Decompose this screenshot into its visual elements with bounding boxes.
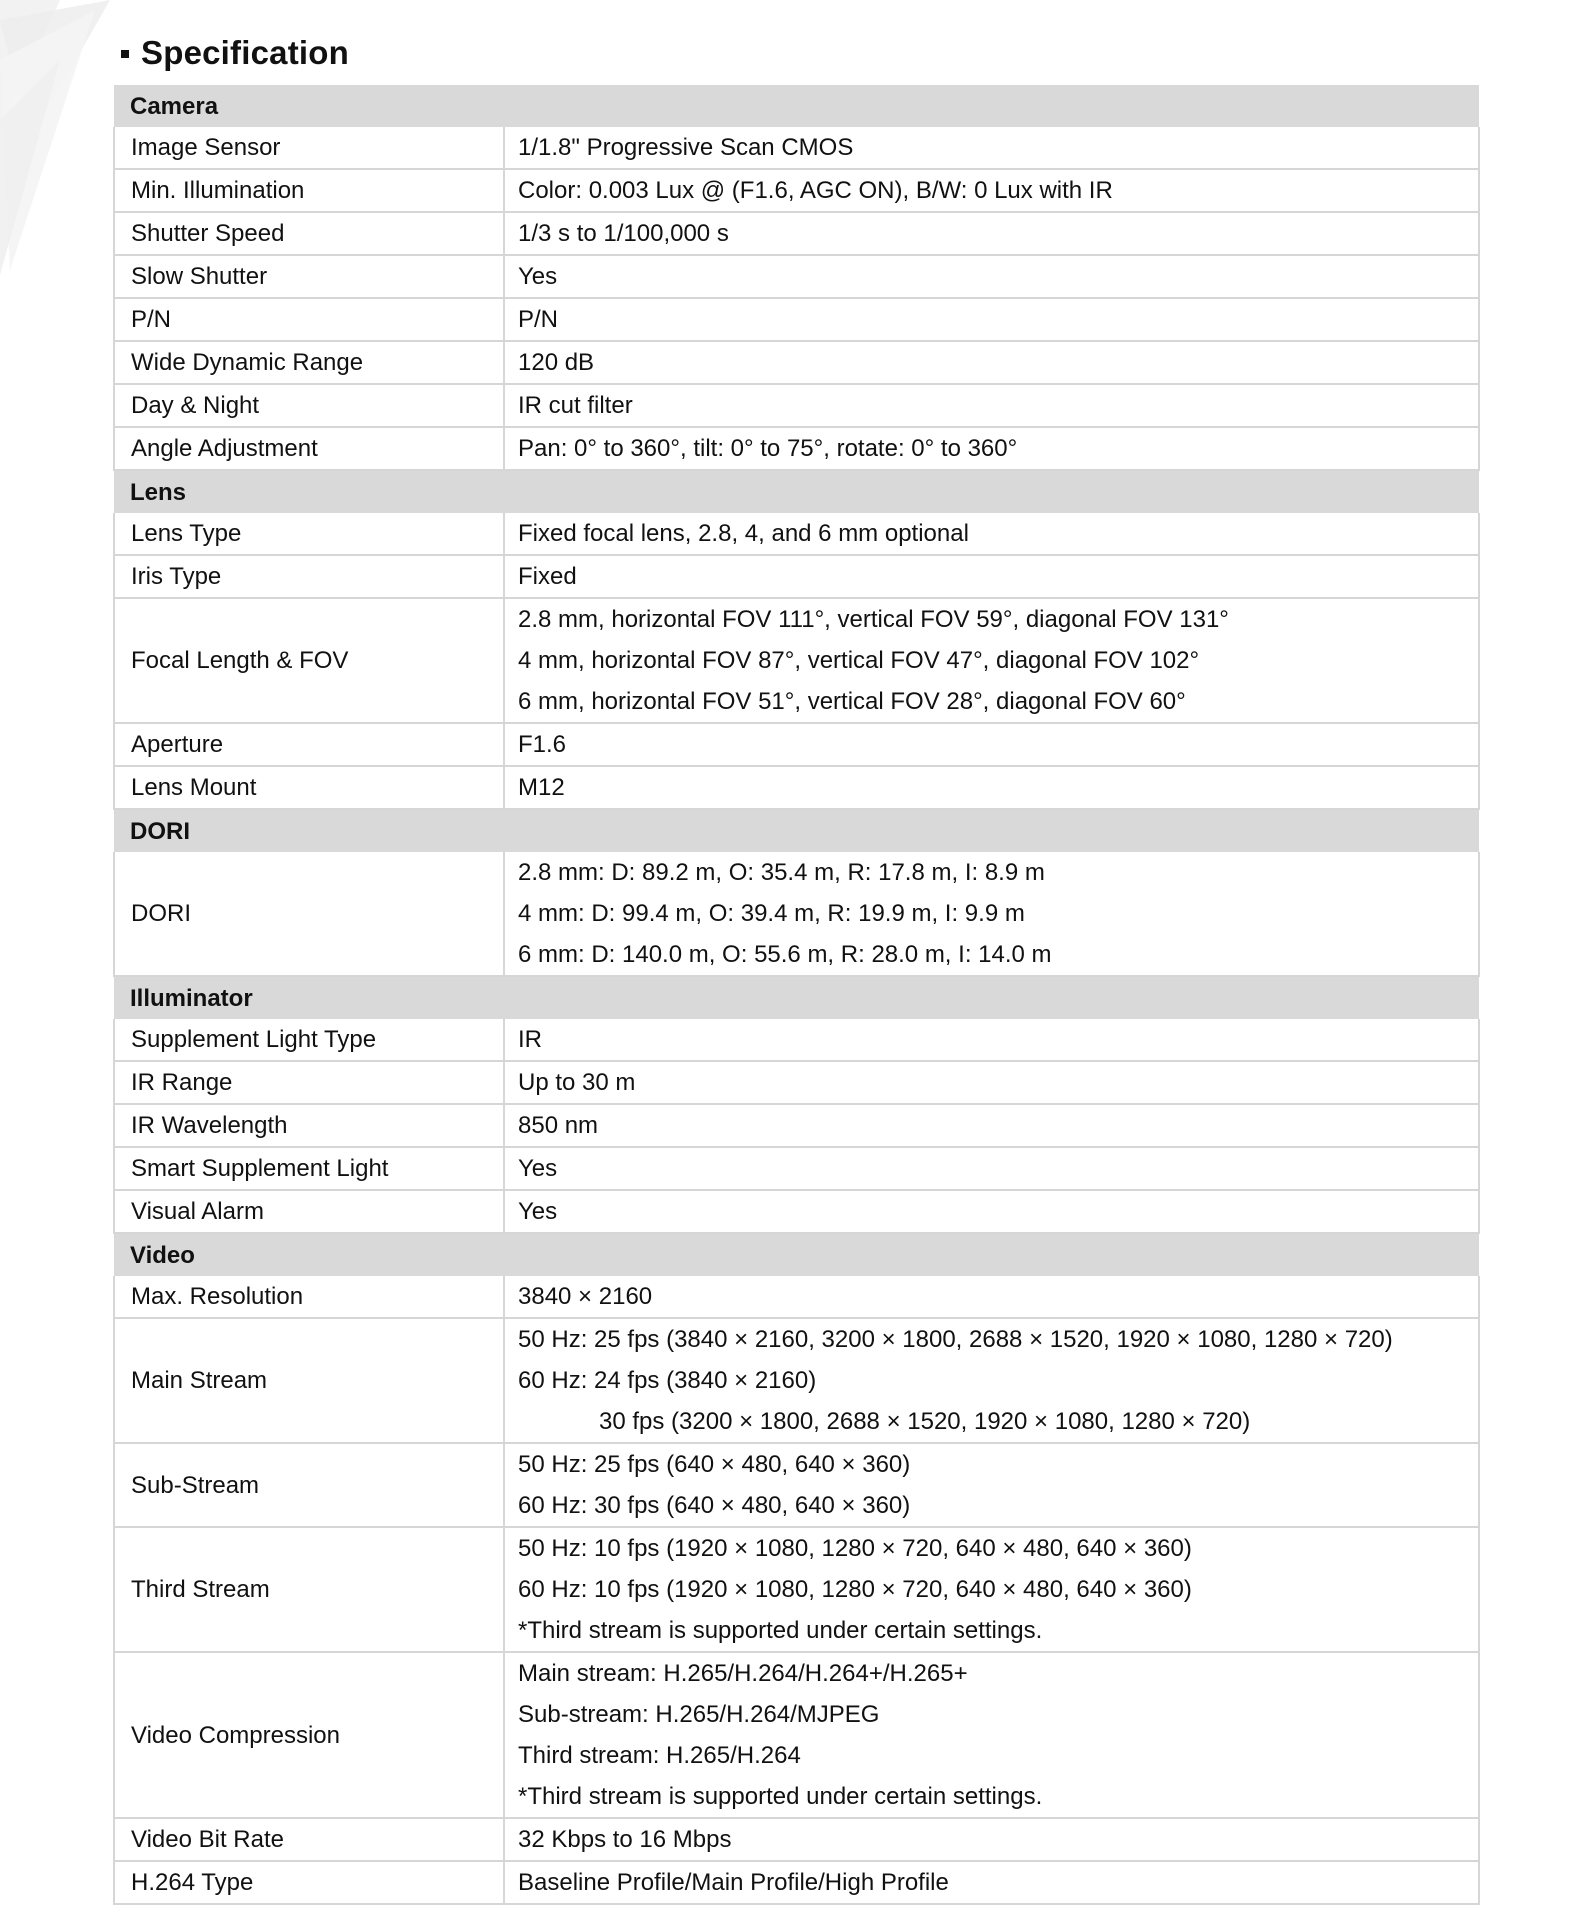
- spec-label: Slow Shutter: [114, 255, 504, 298]
- spec-value: Yes: [504, 1190, 1479, 1233]
- spec-value-line: 2.8 mm: D: 89.2 m, O: 35.4 m, R: 17.8 m, I: 8.9 m: [518, 859, 1045, 886]
- spec-label: Supplement Light Type: [114, 1019, 504, 1061]
- page-title: [121, 28, 349, 78]
- spec-value-line: 6 mm, horizontal FOV 51°, vertical FOV 28°, diagonal FOV 60°: [518, 688, 1186, 715]
- spec-value: P/N: [504, 298, 1479, 341]
- table-row: [114, 1276, 1479, 1318]
- spec-label: Min. Illumination: [114, 169, 504, 212]
- table-row: [114, 598, 1479, 723]
- spec-value: Pan: 0° to 360°, tilt: 0° to 75°, rotate: 0° to 360°: [504, 427, 1479, 470]
- table-row: [114, 1527, 1479, 1652]
- spec-value: Baseline Profile/Main Profile/High Profile: [504, 1861, 1479, 1904]
- table-row: [114, 1818, 1479, 1861]
- spec-value-line: Sub-stream: H.265/H.264/MJPEG: [518, 1701, 880, 1728]
- table-row: [114, 384, 1479, 427]
- spec-value-line: 60 Hz: 10 fps (1920 × 1080, 1280 × 720, 640 × 480, 640 × 360): [518, 1576, 1192, 1603]
- spec-label: Focal Length & FOV: [114, 598, 504, 723]
- table-row: [114, 298, 1479, 341]
- bullet-icon: [121, 50, 129, 58]
- spec-label: Main Stream: [114, 1318, 504, 1443]
- spec-value: M12: [504, 766, 1479, 809]
- section-title: Illuminator: [114, 976, 1479, 1019]
- spec-label: Shutter Speed: [114, 212, 504, 255]
- spec-label: Sub-Stream: [114, 1443, 504, 1527]
- spec-value-line: 50 Hz: 25 fps (640 × 480, 640 × 360): [518, 1451, 911, 1478]
- spec-value: 1/1.8" Progressive Scan CMOS: [504, 127, 1479, 169]
- spec-label: IR Range: [114, 1061, 504, 1104]
- spec-value-line: *Third stream is supported under certain settings.: [518, 1783, 1043, 1810]
- table-row: [114, 852, 1479, 976]
- table-row: [114, 169, 1479, 212]
- spec-label: Angle Adjustment: [114, 427, 504, 470]
- spec-label: Lens Type: [114, 513, 504, 555]
- spec-value-line: 4 mm: D: 99.4 m, O: 39.4 m, R: 19.9 m, I: 9.9 m: [518, 900, 1025, 927]
- spec-label: Third Stream: [114, 1527, 504, 1652]
- spec-value-line: 30 fps (3200 × 1800, 2688 × 1520, 1920 × 1080, 1280 × 720): [599, 1408, 1251, 1435]
- spec-value: 850 nm: [504, 1104, 1479, 1147]
- spec-value-multiline: [504, 852, 1479, 976]
- spec-value-line: Third stream: H.265/H.264: [518, 1742, 801, 1769]
- spec-label: P/N: [114, 298, 504, 341]
- spec-label: Wide Dynamic Range: [114, 341, 504, 384]
- table-row: [114, 723, 1479, 766]
- spec-label: Video Bit Rate: [114, 1818, 504, 1861]
- spec-value: 32 Kbps to 16 Mbps: [504, 1818, 1479, 1861]
- table-row: [114, 1147, 1479, 1190]
- spec-label: H.264 Type: [114, 1861, 504, 1904]
- spec-value: Fixed focal lens, 2.8, 4, and 6 mm optional: [504, 513, 1479, 555]
- table-row: [114, 1861, 1479, 1904]
- spec-value-multiline: [504, 1443, 1479, 1527]
- corner-decoration: [0, 0, 120, 290]
- spec-value: IR cut filter: [504, 384, 1479, 427]
- spec-value-line: 50 Hz: 10 fps (1920 × 1080, 1280 × 720, 640 × 480, 640 × 360): [518, 1535, 1192, 1562]
- spec-label: Smart Supplement Light: [114, 1147, 504, 1190]
- table-row: [114, 1104, 1479, 1147]
- spec-value: Yes: [504, 1147, 1479, 1190]
- spec-value: 1/3 s to 1/100,000 s: [504, 212, 1479, 255]
- spec-value: 3840 × 2160: [504, 1276, 1479, 1318]
- table-row: [114, 1652, 1479, 1818]
- table-row: [114, 127, 1479, 169]
- spec-value: F1.6: [504, 723, 1479, 766]
- spec-value-line: 60 Hz: 30 fps (640 × 480, 640 × 360): [518, 1492, 911, 1519]
- spec-value: Fixed: [504, 555, 1479, 598]
- spec-value-line: 2.8 mm, horizontal FOV 111°, vertical FOV 59°, diagonal FOV 131°: [518, 606, 1229, 633]
- table-row: [114, 427, 1479, 470]
- section-title: Camera: [114, 85, 1479, 127]
- spec-value: Up to 30 m: [504, 1061, 1479, 1104]
- spec-value-line: 50 Hz: 25 fps (3840 × 2160, 3200 × 1800, 2688 × 1520, 1920 × 1080, 1280 × 720): [518, 1326, 1393, 1353]
- spec-label: Day & Night: [114, 384, 504, 427]
- spec-label: DORI: [114, 852, 504, 976]
- spec-value: 120 dB: [504, 341, 1479, 384]
- spec-label: Image Sensor: [114, 127, 504, 169]
- section-header-lens: [114, 470, 1479, 513]
- table-row: [114, 1443, 1479, 1527]
- spec-value-multiline: [504, 1652, 1479, 1818]
- table-row: [114, 555, 1479, 598]
- spec-label: Max. Resolution: [114, 1276, 504, 1318]
- table-row: [114, 341, 1479, 384]
- table-row: [114, 1318, 1479, 1443]
- section-title: Video: [114, 1233, 1479, 1276]
- spec-value-line: 60 Hz: 24 fps (3840 × 2160): [518, 1367, 817, 1394]
- spec-label: Video Compression: [114, 1652, 504, 1818]
- section-header-illuminator: [114, 976, 1479, 1019]
- spec-value-multiline: [504, 1527, 1479, 1652]
- section-title: DORI: [114, 809, 1479, 852]
- table-row: [114, 1190, 1479, 1233]
- specification-table: [113, 85, 1480, 1905]
- spec-value-multiline: [504, 1318, 1479, 1443]
- spec-value-line: Main stream: H.265/H.264/H.264+/H.265+: [518, 1660, 968, 1687]
- spec-label: Lens Mount: [114, 766, 504, 809]
- table-row: [114, 255, 1479, 298]
- spec-label: Aperture: [114, 723, 504, 766]
- spec-label: Iris Type: [114, 555, 504, 598]
- spec-label: IR Wavelength: [114, 1104, 504, 1147]
- table-row: [114, 1061, 1479, 1104]
- spec-value: Color: 0.003 Lux @ (F1.6, AGC ON), B/W: 0 Lux with IR: [504, 169, 1479, 212]
- spec-value: IR: [504, 1019, 1479, 1061]
- section-header-video: [114, 1233, 1479, 1276]
- spec-value-line: *Third stream is supported under certain settings.: [518, 1617, 1043, 1644]
- page-title-text: Specification: [141, 34, 349, 71]
- table-row: [114, 212, 1479, 255]
- spec-value: Yes: [504, 255, 1479, 298]
- spec-value-line: 6 mm: D: 140.0 m, O: 55.6 m, R: 28.0 m, I: 14.0 m: [518, 941, 1052, 968]
- table-row: [114, 513, 1479, 555]
- section-header-camera: [114, 85, 1479, 127]
- section-title: Lens: [114, 470, 1479, 513]
- spec-value-multiline: [504, 598, 1479, 723]
- spec-label: Visual Alarm: [114, 1190, 504, 1233]
- section-header-dori: [114, 809, 1479, 852]
- table-row: [114, 766, 1479, 809]
- spec-value-line: 4 mm, horizontal FOV 87°, vertical FOV 47°, diagonal FOV 102°: [518, 647, 1200, 674]
- table-row: [114, 1019, 1479, 1061]
